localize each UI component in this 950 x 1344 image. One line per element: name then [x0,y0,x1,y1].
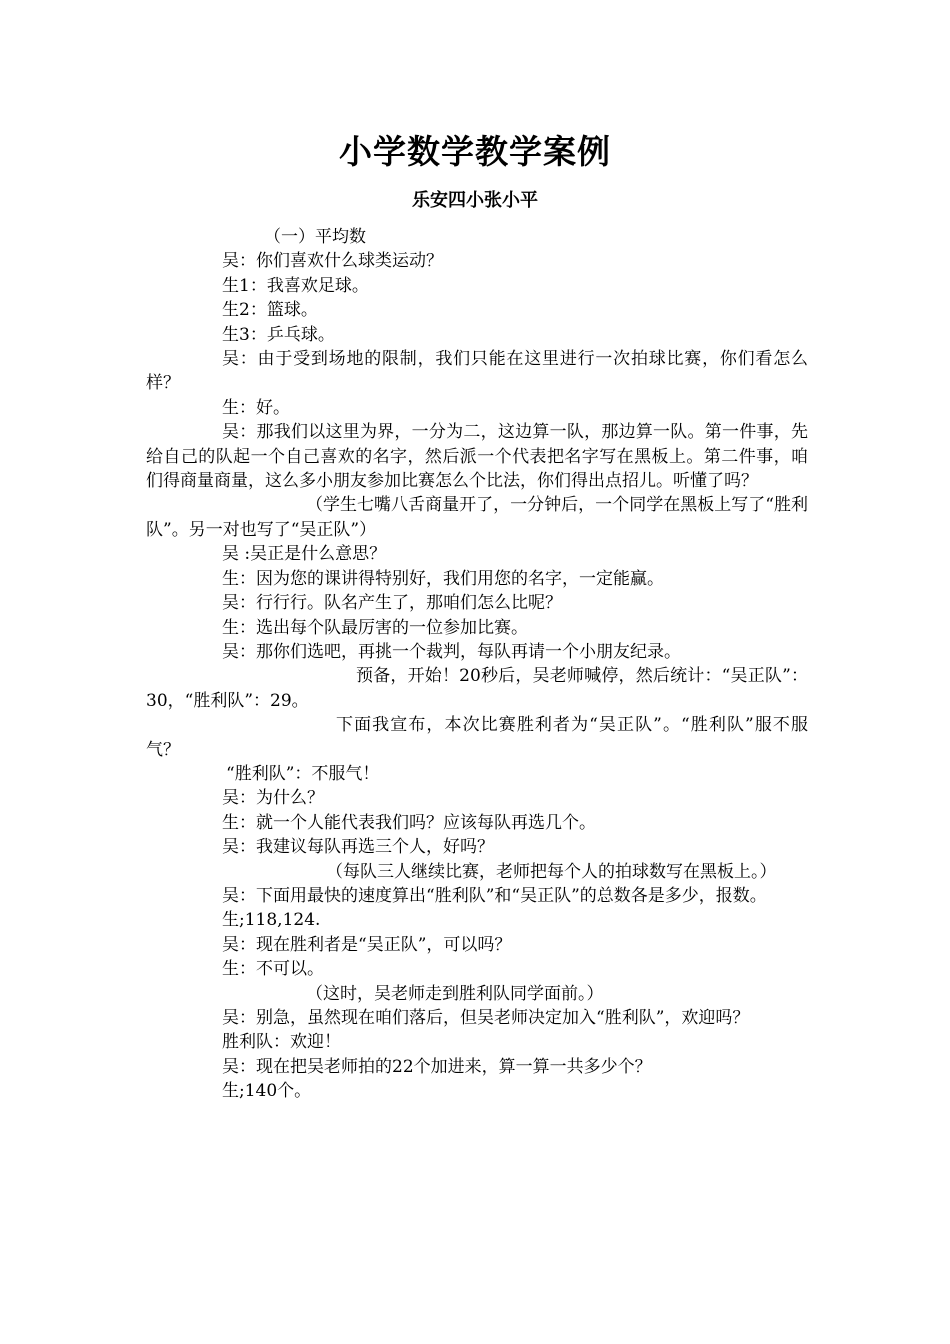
paragraph: 生1：我喜欢足球。 [222,275,369,296]
paragraph: 吴：由于受到场地的限制，我们只能在这里进行一次拍球比赛，你们看怎么样？ [146,349,808,394]
paragraph: 吴：那我们以这里为界，一分为二，这边算一队，那边算一队。第一件事，先给自己的队起一个自己喜欢的名字，然后派一个代表把名字写在黑板上。第二件事，咱们得商量商量，这么多小朋友参加比赛怎么个比法，你们得出点招儿。听懂了吗？ [146,422,808,492]
stage-direction: （学生七嘴八舌商量开了，一分钟后，一个同学在黑板上写了“胜利队”。另一对也写了“吴正队”） [146,495,808,540]
paragraph: 下面我宣布，本次比赛胜利者为“吴正队”。“胜利队”服不服气？ [146,715,808,760]
stage-direction: （这时，吴老师走到胜利队同学面前。） [306,983,604,1004]
paragraph: 胜利队：欢迎！ [222,1032,341,1053]
paragraph: 吴：我建议每队再选三个人，好吗？ [222,837,494,858]
stage-direction: 预备，开始！20秒后，吴老师喊停，然后统计：“吴正队”：30，“胜利队”：29。 [146,666,808,711]
paragraph: 生3：乒乓球。 [222,324,335,345]
paragraph: 生：选出每个队最厉害的一位参加比赛。 [222,617,528,638]
paragraph: 生：不可以。 [222,959,324,980]
paragraph: 吴：行行行。队名产生了，那咱们怎么比呢？ [222,593,562,614]
paragraph: 吴：别急，虽然现在咱们落后，但吴老师决定加入“胜利队”，欢迎吗？ [222,1008,750,1028]
paragraph: 生;118,124. [222,910,321,931]
paragraph: 吴 :吴正是什么意思？ [222,544,387,565]
paragraph: 吴：现在把吴老师拍的22个加进来，算一算一共多少个？ [222,1056,652,1077]
paragraph: 生：就一个人能代表我们吗？应该每队再选几个。 [222,812,596,833]
paragraph: 生2：篮球。 [222,300,318,321]
paragraph: 吴：下面用最快的速度算出“胜利队”和“吴正队”的总数各是多少，报数。 [222,885,767,906]
document-author: 乐安四小张小平 [412,190,538,211]
paragraph: “胜利队”：不服气！ [226,763,380,784]
paragraph: 吴：为什么？ [222,788,324,809]
paragraph: 生：好。 [222,397,290,418]
paragraph: 吴：现在胜利者是“吴正队”，可以吗？ [222,934,512,955]
document-title: 小学数学教学案例 [339,132,611,171]
paragraph: 生：因为您的课讲得特别好，我们用您的名字，一定能赢。 [222,568,664,589]
paragraph: 吴：你们喜欢什么球类运动？ [222,251,443,272]
stage-direction: （每队三人继续比赛，老师把每个人的拍球数写在黑板上。） [326,861,777,882]
paragraph: 吴：那你们选吧，再挑一个裁判，每队再请一个小朋友纪录。 [222,641,681,662]
paragraph: 生;140个。 [222,1081,312,1102]
document-body [146,225,808,1104]
section-heading: （一）平均数 [264,227,366,247]
